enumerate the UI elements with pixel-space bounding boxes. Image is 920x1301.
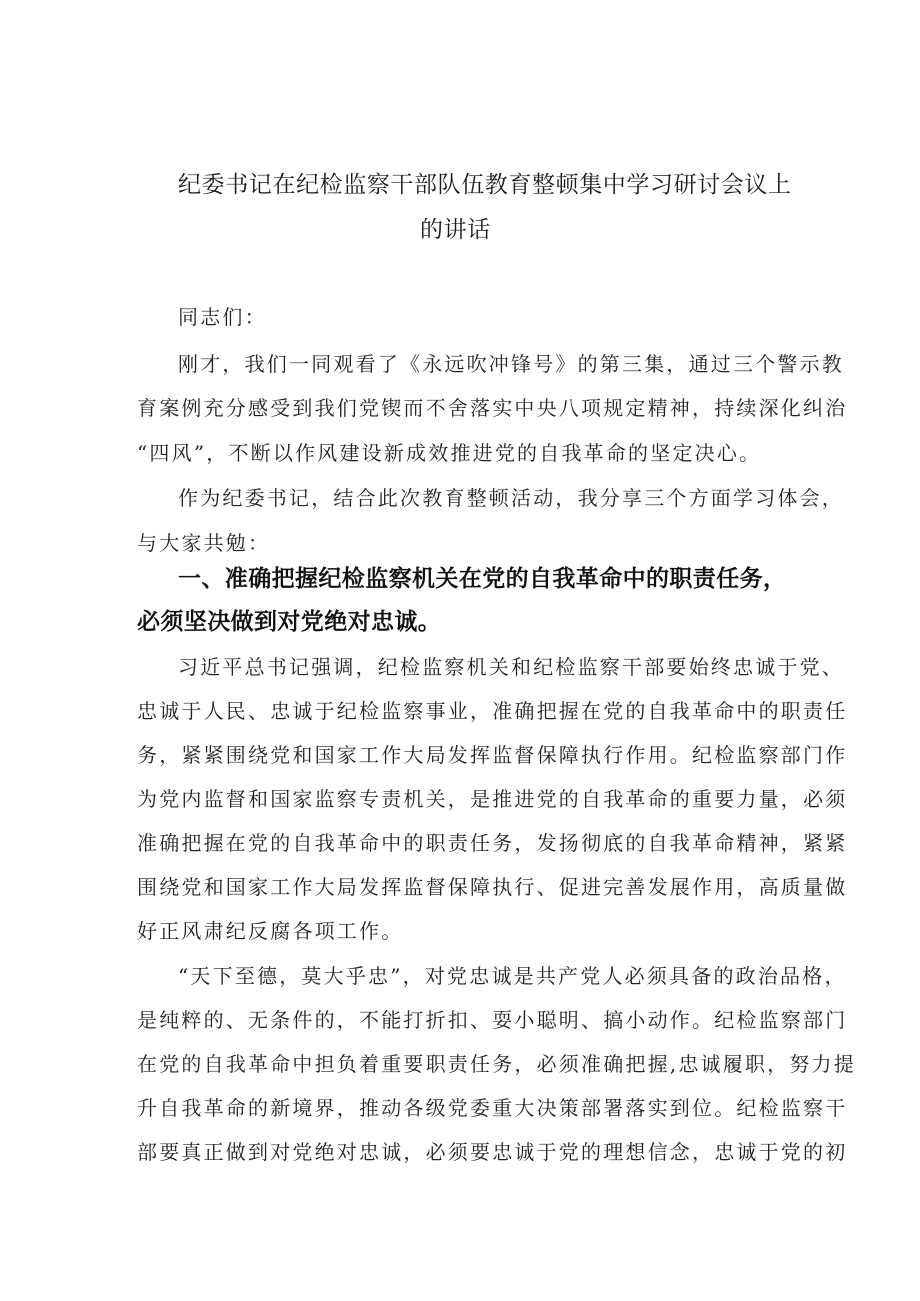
paragraph-3-line: 为党内监督和国家监察专责机关，是推进党的自我革命的重要力量，必须 [137, 787, 848, 811]
paragraph-1-line: “四风”，不断以作风建设新成效推进党的自我革命的坚定决心。 [137, 441, 762, 465]
salutation: 同志们： [178, 305, 267, 329]
paragraph-3-line: 好正风肃纪反腐各项工作。 [137, 919, 404, 943]
paragraph-4-line: 在党的自我革命中担负着重要职责任务，必须准确把握,忠诚履职，努力提 [137, 1052, 856, 1076]
paragraph-3-line: 务，紧紧围绕党和国家工作大局发挥监督保障执行作用。纪检监察部门作 [137, 743, 848, 767]
paragraph-2-line: 作为纪委书记，结合此次教育整顿活动，我分享三个方面学习体会， [178, 486, 844, 510]
paragraph-3-line: 准确把握在党的自我革命中的职责任务，发扬彻底的自我革命精神，紧紧 [137, 831, 848, 855]
paragraph-4-line: 部要真正做到对党绝对忠诚，必须要忠诚于党的理想信念，忠诚于党的初 [137, 1140, 848, 1164]
document-title-line-1: 纪委书记在纪检监察干部队伍教育整顿集中学习研讨会议上 [178, 172, 792, 198]
paragraph-3-line: 习近平总书记强调，纪检监察机关和纪检监察干部要始终忠诚于党、 [178, 655, 844, 679]
paragraph-2-line: 与大家共勉： [137, 531, 271, 555]
paragraph-3-line: 围绕党和国家工作大局发挥监督保障执行、促进完善发展作用，高质量做 [137, 875, 848, 899]
paragraph-4-line: 升自我革命的新境界，推动各级党委重大决策部署落实到位。纪检监察干 [137, 1096, 848, 1120]
section-heading-1-line-2: 必须坚决做到对党绝对忠诚。 [137, 609, 442, 635]
paragraph-3-line: 忠诚于人民、忠诚于纪检监察事业，准确把握在党的自我革命中的职责任 [137, 699, 848, 723]
paragraph-4-line: “天下至德，莫大乎忠”，对党忠诚是共产党人必须具备的政治品格， [178, 964, 847, 988]
paragraph-1-line: 刚才，我们一同观看了《永远吹冲锋号》的第三集，通过三个警示教 [178, 352, 844, 376]
paragraph-1-line: 育案例充分感受到我们党锲而不舍落实中央八项规定精神，持续深化纠治 [137, 396, 848, 420]
document-title-line-2: 的讲话 [420, 217, 491, 243]
section-heading-1-line-1: 一、准确把握纪检监察机关在党的自我革命中的职责任务， [178, 566, 787, 592]
paragraph-4-line: 是纯粹的、无条件的，不能打折扣、耍小聪明、搞小动作。纪检监察部门 [137, 1008, 848, 1032]
